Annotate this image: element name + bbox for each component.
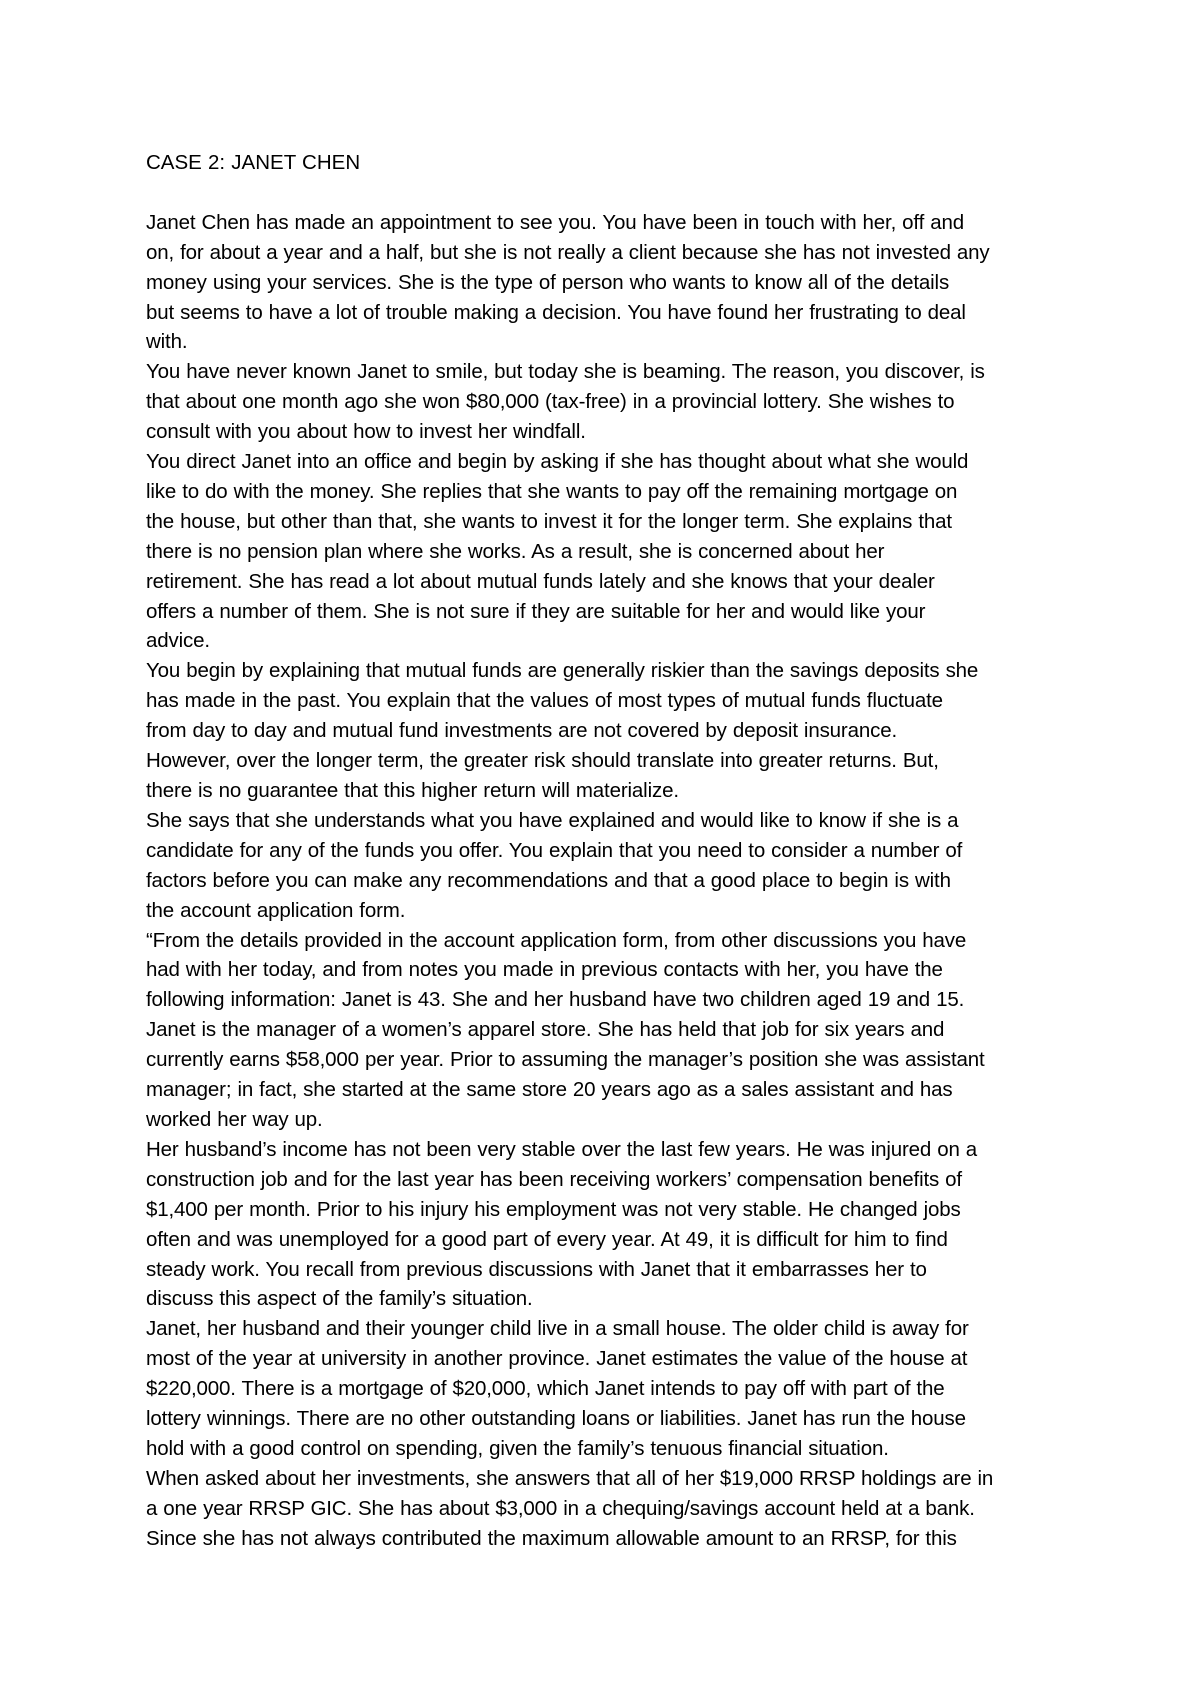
text-line: with. <box>146 330 188 354</box>
text-line: “From the details provided in the account application form, from other discussions you have <box>146 928 967 952</box>
text-line: advice. <box>146 629 210 653</box>
text-line: had with her today, and from notes you made in previous contacts with her, you have the <box>146 958 943 982</box>
paragraph-intro <box>146 208 1076 358</box>
paragraph-husband <box>146 1135 1076 1314</box>
paragraph-details <box>146 926 1076 1135</box>
text-line: Janet is the manager of a women’s apparel store. She has held that job for six years and <box>146 1018 945 1042</box>
text-line: You have never known Janet to smile, but today she is beaming. The reason, you discover, is <box>146 360 985 384</box>
text-line: often and was unemployed for a good part of every year. At 49, it is difficult for him to find <box>146 1227 948 1251</box>
text-line: lottery winnings. There are no other outstanding loans or liabilities. Janet has run the house <box>146 1407 966 1431</box>
text-line: However, over the longer term, the greater risk should translate into greater returns. But, <box>146 749 939 773</box>
text-line: there is no pension plan where she works. As a result, she is concerned about her <box>146 539 885 563</box>
text-line: offers a number of them. She is not sure if they are suitable for her and would like your <box>146 599 926 623</box>
paragraph-house <box>146 1314 1076 1464</box>
text-line: consult with you about how to invest her windfall. <box>146 420 586 444</box>
text-line: Janet, her husband and their younger child live in a small house. The older child is away for <box>146 1317 969 1341</box>
paragraph-office <box>146 447 1076 656</box>
text-line: Her husband’s income has not been very stable over the last few years. He was injured on a <box>146 1137 978 1161</box>
text-line: that about one month ago she won $80,000 (tax-free) in a provincial lottery. She wishes to <box>146 390 955 414</box>
document-body <box>146 148 1076 1554</box>
text-line: worked her way up. <box>146 1107 323 1131</box>
text-line: hold with a good control on spending, given the family’s tenuous financial situation. <box>146 1436 889 1460</box>
text-line: the house, but other than that, she wants to invest it for the longer term. She explains that <box>146 509 952 533</box>
paragraph-investments <box>146 1464 1076 1554</box>
text-line: following information: Janet is 43. She and her husband have two children aged 19 and 15. <box>146 988 965 1012</box>
paragraph-candidate <box>146 806 1076 926</box>
text-line: steady work. You recall from previous discussions with Janet that it embarrasses her to <box>146 1257 927 1281</box>
text-line: most of the year at university in another province. Janet estimates the value of the house at <box>146 1347 968 1371</box>
text-line: currently earns $58,000 per year. Prior to assuming the manager’s position she was assistant <box>146 1048 985 1072</box>
text-line: candidate for any of the funds you offer. You explain that you need to consider a number of <box>146 838 963 862</box>
text-line: You begin by explaining that mutual funds are generally riskier than the savings deposits she <box>146 659 979 683</box>
text-line: Since she has not always contributed the maximum allowable amount to an RRSP, for this <box>146 1526 957 1550</box>
text-line: on, for about a year and a half, but she is not really a client because she has not invested any <box>146 240 990 264</box>
text-line: $1,400 per month. Prior to his injury his employment was not very stable. He changed jobs <box>146 1197 961 1221</box>
text-line: from day to day and mutual fund investments are not covered by deposit insurance. <box>146 719 897 743</box>
text-line: construction job and for the last year has been receiving workers’ compensation benefits of <box>146 1167 962 1191</box>
paragraph-risk <box>146 656 1076 806</box>
text-line: the account application form. <box>146 898 406 922</box>
text-line: discuss this aspect of the family’s situation. <box>146 1287 533 1311</box>
text-line: has made in the past. You explain that the values of most types of mutual funds fluctuate <box>146 689 943 713</box>
text-line: She says that she understands what you have explained and would like to know if she is a <box>146 808 959 832</box>
text-line: manager; in fact, she started at the same store 20 years ago as a sales assistant and has <box>146 1078 953 1102</box>
text-line: You direct Janet into an office and begin by asking if she has thought about what she would <box>146 450 969 474</box>
text-line: a one year RRSP GIC. She has about $3,000 in a chequing/savings account held at a bank. <box>146 1496 975 1520</box>
text-line: When asked about her investments, she answers that all of her $19,000 RRSP holdings are in <box>146 1466 994 1490</box>
text-line: but seems to have a lot of trouble making a decision. You have found her frustrating to deal <box>146 300 966 324</box>
paragraph-lottery <box>146 357 1076 447</box>
text-line: there is no guarantee that this higher return will materialize. <box>146 779 679 803</box>
text-line: retirement. She has read a lot about mutual funds lately and she knows that your dealer <box>146 569 935 593</box>
text-line: Janet Chen has made an appointment to see you. You have been in touch with her, off and <box>146 210 964 234</box>
text-line: factors before you can make any recommendations and that a good place to begin is with <box>146 868 951 892</box>
text-line: like to do with the money. She replies that she wants to pay off the remaining mortgage on <box>146 479 958 503</box>
text-line: $220,000. There is a mortgage of $20,000, which Janet intends to pay off with part of the <box>146 1377 945 1401</box>
text-line: money using your services. She is the type of person who wants to know all of the details <box>146 270 950 294</box>
case-title: CASE 2: JANET CHEN <box>146 151 361 174</box>
